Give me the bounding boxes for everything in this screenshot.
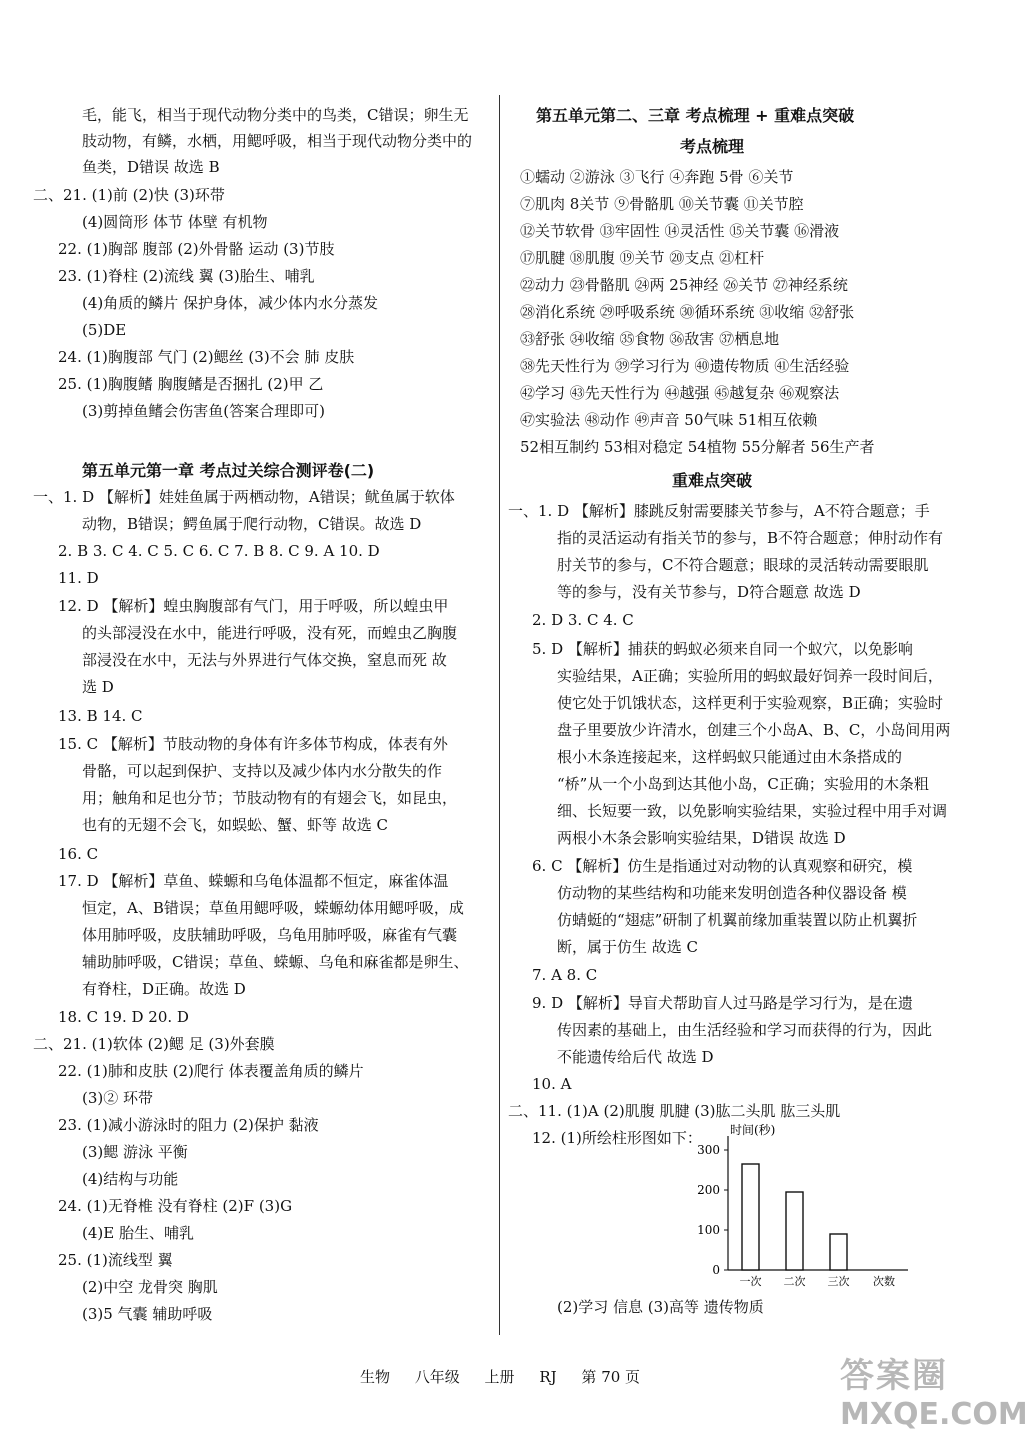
- difficult-line: 两根小木条会影响实验结果，D错误 故选 D: [557, 829, 846, 847]
- review-line: ①蠕动 ②游泳 ③飞行 ④奔跑 5骨 ⑥关节: [520, 168, 794, 186]
- test-line: 骨骼，可以起到保护、支持以及减少体内水分散失的作: [82, 762, 443, 780]
- test-line: 有脊柱，D正确。故选 D: [82, 980, 246, 998]
- footer-subject: 生物: [359, 1368, 390, 1386]
- test-line: 部浸没在水中，无法与外界进行气体交换，窒息而死 故: [82, 651, 447, 669]
- review-line: ⑫关节软骨 ⑬牢固性 ⑭灵活性 ⑮关节囊 ⑯滑液: [520, 222, 840, 240]
- test-line: 体用肺呼吸，皮肤辅助呼吸，乌龟用肺呼吸，麻雀有气囊: [82, 926, 458, 944]
- test-line: 的头部浸没在水中，能进行呼吸，没有死，而蝗虫乙胸腹: [82, 624, 458, 642]
- review-line: ㊳先天性行为 ㊴学习行为 ㊵遗传物质 ㊶生活经验: [520, 357, 850, 375]
- difficult-line: 指的灵活运动有指关节的参与，B不符合题意；伸肘动作有: [557, 529, 944, 547]
- test-line: 也有的无翅不会飞，如蜈蚣、蟹、虾等 故选 C: [82, 816, 389, 834]
- x-axis-label: 次数: [873, 1275, 895, 1288]
- test-line: (3)鳃 游泳 平衡: [82, 1143, 188, 1161]
- watermark-text-top: 答案圈: [840, 1356, 948, 1396]
- test-line: 13. B 14. C: [58, 707, 143, 725]
- watermark-text-bottom: MXQE.COM: [840, 1397, 1028, 1432]
- answer-line: 二、21. (1)前 (2)快 (3)环带: [33, 186, 225, 204]
- difficult-line: 传因素的基础上，由生活经验和学习而获得的行为，因此: [557, 1021, 933, 1039]
- difficult-line: 12. (1)所绘柱形图如下：: [532, 1129, 702, 1147]
- test-line: 二、21. (1)软体 (2)鳃 足 (3)外套膜: [33, 1035, 275, 1053]
- intro-line: 鱼类，D错误 故选 B: [82, 158, 220, 176]
- difficult-line: 根小木条连接起来，这样蚂蚁只能通过由木条搭成的: [557, 748, 903, 766]
- difficult-line: 不能遗传给后代 故选 D: [557, 1048, 714, 1066]
- footer-page: 第 70 页: [581, 1368, 641, 1386]
- test-line: 选 D: [82, 678, 114, 696]
- answer-line: (3)剪掉鱼鳍会伤害鱼(答案合理即可): [82, 402, 325, 420]
- y-tick-label: 100: [697, 1223, 720, 1237]
- test-line: (3)5 气囊 辅助呼吸: [82, 1305, 213, 1323]
- column-divider: [499, 95, 500, 1335]
- difficult-line: 9. D 【解析】导盲犬帮助盲人过马路是学习行为，是在遗: [532, 994, 913, 1012]
- difficult-line: 等的参与，没有关节参与，D符合题意 故选 D: [557, 583, 861, 601]
- review-line: ㉘消化系统 ㉙呼吸系统 ㉚循环系统 ㉛收缩 ㉜舒张: [520, 303, 855, 321]
- x-tick-label: 二次: [783, 1275, 806, 1288]
- difficult-line: “桥”从一个小岛到达其他小岛，C正确；实验用的木条粗: [557, 775, 929, 793]
- bar: [742, 1164, 759, 1270]
- difficult-line: 仿动物的某些结构和功能来发明创造各种仪器设备 模: [557, 884, 907, 902]
- section-title: 第五单元第一章 考点过关综合测评卷(二): [82, 461, 375, 480]
- watermark-logo: [840, 1348, 1028, 1432]
- test-line: 辅助肺呼吸，C错误；草鱼、蝾螈、乌龟和麻雀都是卵生、: [82, 953, 469, 971]
- review-line: ㊷学习 ㊸先天性行为 ㊹越强 ㊺越复杂 ㊻观察法: [520, 384, 840, 402]
- y-axis-label: 时间(秒): [730, 1123, 776, 1137]
- test-line: (4)结构与功能: [82, 1170, 179, 1188]
- test-line: 2. B 3. C 4. C 5. C 6. C 7. B 8. C 9. A 10. D: [58, 542, 380, 560]
- test-line: 动物，B错误；鳄鱼属于爬行动物，C错误。故选 D: [82, 515, 422, 533]
- review-line: ⑰肌腱 ⑱肌腹 ⑲关节 ⑳支点 ㉑杠杆: [520, 249, 765, 267]
- difficult-line: 实验结果，A正确；实验所用的蚂蚁最好饲养一段时间后，: [557, 667, 943, 685]
- test-line: 22. (1)肺和皮肤 (2)爬行 体表覆盖角质的鳞片: [58, 1062, 364, 1080]
- test-line: (3)② 环带: [82, 1089, 154, 1107]
- answer-line: 23. (1)脊柱 (2)流线 翼 (3)胎生、哺乳: [58, 267, 315, 285]
- test-line: (4)E 胎生、哺乳: [82, 1224, 194, 1242]
- review-line: 52相互制约 53相对稳定 54植物 55分解者 56生产者: [520, 438, 875, 456]
- difficult-line: 一、1. D 【解析】膝跳反射需要膝关节参与，A不符合题意；手: [508, 502, 930, 520]
- difficult-line: 5. D 【解析】捕获的蚂蚁必须来自同一个蚁穴，以免影响: [532, 640, 913, 658]
- answer-line: (4)圆筒形 体节 体壁 有机物: [82, 213, 268, 231]
- review-line: ㊼实验法 ㊽动作 ㊾声音 50气味 51相互依赖: [520, 411, 818, 429]
- footer-volume: 上册: [484, 1368, 515, 1386]
- difficult-line: 10. A: [532, 1075, 572, 1093]
- sub-title: 重难点突破: [672, 471, 753, 490]
- test-line: (2)中空 龙骨突 胸肌: [82, 1278, 218, 1296]
- test-line: 12. D 【解析】蝗虫胸腹部有气门，用于呼吸，所以蝗虫甲: [58, 597, 449, 615]
- test-line: 11. D: [58, 569, 99, 587]
- difficult-line: 仿蜻蜓的“翅痣”研制了机翼前缘加重装置以防止机翼折: [557, 911, 918, 929]
- difficult-line: 细、长短要一致，以免影响实验结果，实验过程中用手对调: [557, 802, 948, 820]
- review-line: ㉒动力 ㉓骨骼肌 ㉔两 25神经 ㉖关节 ㉗神经系统: [520, 276, 848, 294]
- difficult-line: 2. D 3. C 4. C: [532, 611, 634, 629]
- difficult-line: 使它处于饥饿状态，这样更利于实验观察，B正确；实验时: [557, 694, 944, 712]
- difficult-line: 6. C 【解析】仿生是指通过对动物的认真观察和研究，模: [532, 857, 913, 875]
- test-line: 一、1. D 【解析】娃娃鱼属于两栖动物，A错误；鱿鱼属于软体: [33, 488, 455, 506]
- answer-line: 24. (1)胸腹部 气门 (2)鳃丝 (3)不会 肺 皮肤: [58, 348, 355, 366]
- test-line: 16. C: [58, 845, 99, 863]
- difficult-line: (2)学习 信息 (3)高等 遗传物质: [557, 1298, 764, 1316]
- footer-edition: RJ: [539, 1368, 557, 1386]
- x-tick-label: 三次: [827, 1275, 850, 1288]
- footer-grade: 八年级: [414, 1368, 460, 1386]
- bar: [786, 1192, 803, 1270]
- x-tick-label: 一次: [739, 1275, 762, 1288]
- bar: [830, 1234, 847, 1270]
- answer-line: 22. (1)胸部 腹部 (2)外骨骼 运动 (3)节肢: [58, 240, 335, 258]
- bar-chart: [690, 1122, 920, 1297]
- answer-line: (4)角质的鳞片 保护身体，减少体内水分蒸发: [82, 294, 379, 312]
- test-line: 用；触角和足也分节；节肢动物有的有翅会飞，如昆虫，: [82, 789, 458, 807]
- sub-title: 考点梳理: [680, 137, 745, 156]
- y-tick-label: 300: [697, 1143, 720, 1157]
- section-title: 第五单元第二、三章 考点梳理 + 重难点突破: [536, 106, 855, 125]
- difficult-line: 二、11. (1)A (2)肌腹 肌腱 (3)肱二头肌 肱三头肌: [508, 1102, 841, 1120]
- difficult-line: 盘子里要放少许清水，创建三个小岛A、B、C，小岛间用两: [557, 721, 951, 739]
- answer-line: (5)DE: [82, 321, 127, 339]
- y-tick-label: 200: [697, 1183, 720, 1197]
- difficult-line: 断，属于仿生 故选 C: [557, 938, 699, 956]
- test-line: 23. (1)减小游泳时的阻力 (2)保护 黏液: [58, 1116, 319, 1134]
- test-line: 25. (1)流线型 翼: [58, 1251, 173, 1269]
- review-line: ⑦肌肉 8关节 ⑨骨骼肌 ⑩关节囊 ⑪关节腔: [520, 195, 804, 213]
- intro-line: 毛，能飞，相当于现代动物分类中的鸟类，C错误；卵生无: [82, 106, 469, 124]
- test-line: 17. D 【解析】草鱼、蝾螈和乌龟体温都不恒定，麻雀体温: [58, 872, 449, 890]
- y-tick-label: 0: [712, 1263, 720, 1277]
- answer-line: 25. (1)胸腹鳍 胸腹鳍是否捆扎 (2)甲 乙: [58, 375, 324, 393]
- test-line: 15. C 【解析】节肢动物的身体有许多体节构成，体表有外: [58, 735, 448, 753]
- test-line: 24. (1)无脊椎 没有脊柱 (2)F (3)G: [58, 1197, 293, 1215]
- difficult-line: 7. A 8. C: [532, 966, 598, 984]
- intro-line: 肢动物，有鳞，水栖，用鳃呼吸，相当于现代动物分类中的: [82, 132, 473, 150]
- review-line: ㉝舒张 ㉞收缩 ㉟食物 ㊱敌害 ㊲栖息地: [520, 330, 780, 348]
- difficult-line: 肘关节的参与，C不符合题意；眼球的灵活转动需要眼肌: [557, 556, 929, 574]
- test-line: 恒定，A、B错误；草鱼用鳃呼吸，蝾螈幼体用鳃呼吸，成: [82, 899, 464, 917]
- test-line: 18. C 19. D 20. D: [58, 1008, 189, 1026]
